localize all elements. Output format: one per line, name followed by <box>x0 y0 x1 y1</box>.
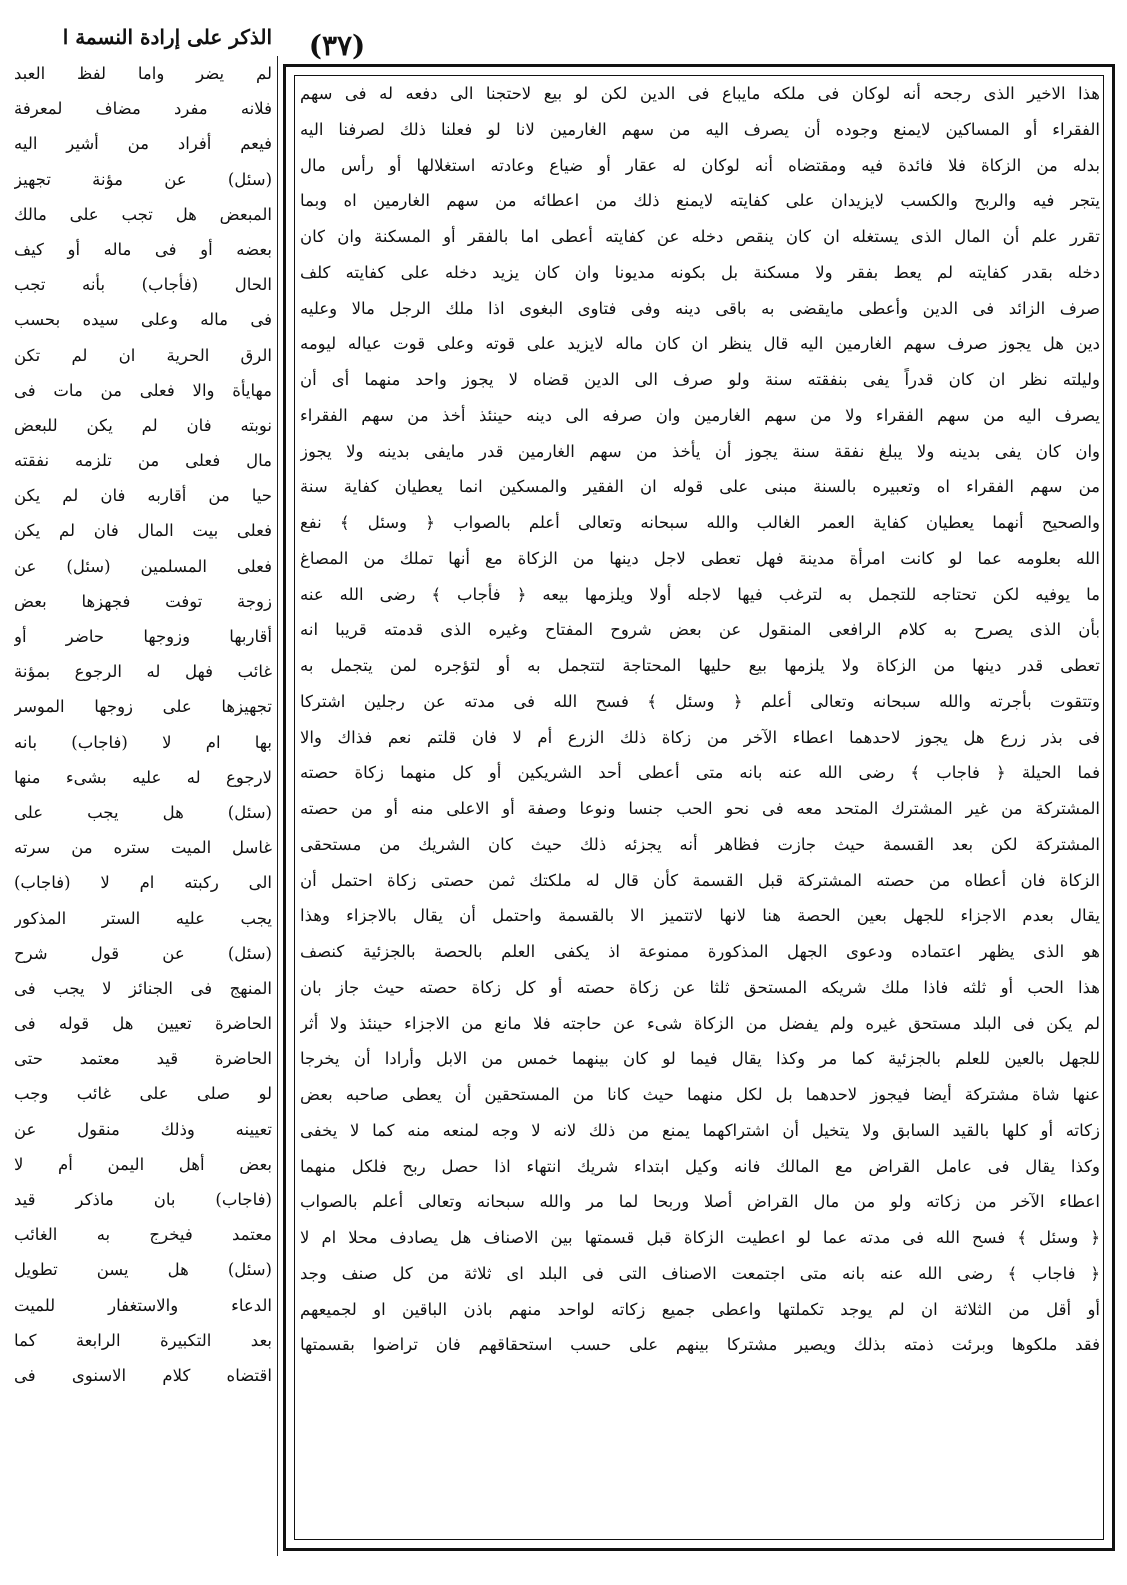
margin-text-line: نوبته فان لم يكن للبعض <box>14 415 272 435</box>
margin-text-line: غائب فهل له الرجوع بمؤنة <box>14 662 272 682</box>
main-text-line: فقد ملكوها وبرئت ذمته بذلك ويصير مشتركا بينهم على حسب استحقاقهم فان تراضوا بقسمتها <box>300 1335 1100 1355</box>
margin-text-line: الحال (فأجاب) بأنه تجب <box>14 275 272 295</box>
main-text-line: الزكاة فان أعطاه من حصته المشتركة قبل القسمة كأن قال له ملكتك ثمن حصتى زكاة احتمل أن <box>300 870 1100 890</box>
main-text-line: تعطى قدر دينها من الزكاة ولا يلزمها بيع حليها المحتاجة لتتجمل به أو لتؤجره لمن يتجمل به <box>300 656 1100 675</box>
margin-text-line: مال فعلى من تلزمه نفقته <box>14 451 272 471</box>
margin-text-line: (سئل) هل يسن تطويل <box>14 1260 272 1280</box>
main-text-line: دين هل يجوز صرف سهم الغارمين اليه قال ينظر ان كان ماله لايزيد على قوته وعلى قوت عياله ليومه <box>300 334 1100 354</box>
margin-text-line: الى ركبته ام لا (فاجاب) <box>14 873 272 893</box>
main-text-line: يتجر فيه والربح والكسب لايزيدان على كفايته لايمنع ذلك من اعطائه من سهم الغارمين اه وبما <box>300 191 1100 211</box>
main-text-line: وكذا يقال فى عامل القراض مع المالك فانه وكيل ابتداء شريك انتهاء اذا حصل ربح فلكل منهما <box>300 1156 1100 1176</box>
margin-text-line: (سئل) هل يجب على <box>14 802 272 822</box>
margin-text-line: الحاضرة قيد معتمد حتى <box>14 1049 272 1069</box>
main-text-line: فما الحيلة ﴿ فاجاب ﴾ رضى الله عنه بانه متى أعطى أحد الشريكين أو كل منهما زكاة حصته <box>300 763 1100 783</box>
margin-text-line: بها ام لا (فاجاب) بانه <box>14 732 272 752</box>
margin-text-line: فيعم أفراد من أشير اليه <box>14 134 272 154</box>
margin-text-line: فعلى بيت المال فان لم يكن <box>14 521 272 541</box>
margin-text-line: المنهج فى الجنائز لا يجب فى <box>14 978 272 998</box>
margin-text-line: فعلى المسلمين (سئل) عن <box>14 556 272 576</box>
main-text-line: الفقراء أو المساكين لايمنع وجوده أن يصرف اليه من سهم الغارمين لانا لو فعلنا ذلك لصرفنا اليه <box>300 119 1100 139</box>
margin-text-line: يجب عليه الستر المذكور <box>14 908 272 928</box>
margin-text-line: أقاربها وزوجها حاضر أو <box>14 627 272 646</box>
margin-text-line: اقتضاه كلام الاسنوى فى <box>14 1365 272 1385</box>
main-text-line: عنها شاة مشتركة أيضا فيجوز لاحدهما بل لكل منهما حيث كانا من المستحقين أن يعطى صاحبه بعض <box>300 1085 1100 1104</box>
margin-header: الذكر على إرادة النسمة ا <box>62 25 272 49</box>
main-text-column <box>300 76 1100 1541</box>
main-text-line: يقال بعدم الاجزاء للجهل بعين الحصة هنا لانها لاتتميز الا بالقسمة واحتمل أن يقال بالاجزاء وهذا <box>300 906 1100 926</box>
margin-text-line: غاسل الميت ستره من سرته <box>14 838 272 858</box>
main-text-line: وان كان يفى بدينه ولا يبلغ نفقة سنة يجوز أن يأخذ من سهم الغارمين قدر مايفى بدينه ولا يجوز <box>300 441 1100 461</box>
margin-text-line: حيا من أقاربه فان لم يكن <box>14 486 272 506</box>
main-text-line: بدله من الزكاة فلا فائدة فيه ومقتضاه أنه لوكان له عقار أو ضياع وعادته استغلالها أو رأس مال <box>300 155 1100 175</box>
main-text-line: للجهل بالعين للعلم بالجزئية كما مر وكذا يقال فيما لو كان بينهما خمس من الابل وأرادا أن يخرجا <box>300 1049 1100 1069</box>
margin-text-line: معتمد فيخرج به الغائب <box>14 1225 272 1245</box>
margin-text-line: لم يضر واما لفظ العبد <box>14 64 272 83</box>
margin-text-line: (سئل) عن مؤنة تجهيز <box>14 169 272 189</box>
main-text-line: هو الذى يظهر اعتماده ودعوى الجهل المذكورة ممنوعة اذ يكفى العلم بالحصة بالجزئية كنصف <box>300 942 1100 961</box>
margin-text-line: فلانه مفرد مضاف لمعرفة <box>14 99 272 119</box>
main-text-line: وتتقوت بأجرته والله سبحانه وتعالى أعلم ﴿ وسئل ﴾ فسح الله فى مدته عن رجلين اشتركا <box>300 691 1100 711</box>
margin-text-line: مهايأة والا فعلى من مات فى <box>14 380 272 400</box>
margin-text-line: (سئل) عن قول شرح <box>14 943 272 963</box>
main-text-line: بأن الذى يصرح به كلام الرافعى المنقول عن بعض شروح المفتاح وغيره الذى قدمته قريبا انه <box>300 620 1100 640</box>
main-text-line: دخله بقدر كفايته لم يعط بفقر ولا مسكنة بل بكونه مديونا وان كان يزيد دخله على كفايته كلف <box>300 262 1100 282</box>
main-text-line: اعطاء الآخر من زكاته ولو من مال القراض أصلا وربحا لما مر والله سبحانه وتعالى أعلم بالصواب <box>300 1192 1100 1212</box>
margin-text-line: تعيينه وذلك منقول عن <box>14 1119 272 1139</box>
main-text-line: من سهم الفقراء اه وتعبيره بالسنة مبنى على قوله ان الفقير والمسكين انما يعطيان كفاية سنة <box>300 477 1100 497</box>
margin-text-line: المبعض هل تجب على مالك <box>14 204 272 224</box>
margin-column <box>14 56 272 1556</box>
main-text-line: هذا الاخير الذى رجحه أنه لوكان فى ملكه مايباع فى الدين لكن لو بيع لاحتجنا الى دفعه له فى سهم <box>300 84 1100 103</box>
main-text-line: هذا الحب أو ثلثه فاذا ملك شريكه المستحق ثلثا عن زكاة حصته أو كل زكاة حصته حيث جاز بان <box>300 977 1100 997</box>
margin-text-line: بعد التكبيرة الرابعة كما <box>14 1330 272 1350</box>
main-text-line: أو أقل من الثلاثة ان لم يوجد تكملتها واعطى جميع زكاته لواحد منهم باذن الباقين او لجميعهم <box>300 1299 1100 1319</box>
main-text-line: ما يوفيه لكن تحتاجه للتجمل به لترغب فيها لاجله أولا ويلزمها بيعه ﴿ فأجاب ﴾ رضى الله عنه <box>300 584 1100 604</box>
main-text-line: يصرف اليه من سهم الفقراء ولا من سهم الغارمين وان صرفه الى دينه حينئذ أخذ من سهم الفقراء <box>300 405 1100 425</box>
margin-text-line: (فاجاب) بان ماذكر قيد <box>14 1190 272 1209</box>
margin-text-line: الحاضرة تعيين هل قوله فى <box>14 1014 272 1034</box>
main-text-line: ﴿ وسئل ﴾ فسح الله فى مدته عما لو اعطيت الزكاة قبل قسمتها بين الاصناف هل يصادف محلا ام لا <box>300 1228 1100 1247</box>
column-divider <box>277 56 278 1556</box>
margin-text-line: الدعاء والاستغفار للميت <box>14 1295 272 1315</box>
main-text-line: الله بعلومه عما لو كانت امرأة مدينة فهل تعطى لاجل دينها من الزكاة مع أنها تملك من المصاغ <box>300 548 1100 568</box>
main-text-line: زكاته أو كلها بالقيد السابق ولا يتخيل أن اشتراكهما يمنع من ذلك لانه لا وجه لمنعه منه كما لا يخفى <box>300 1120 1100 1140</box>
main-text-line: لم يكن فى البلد مستحق غيره ولم يفضل من الزكاة شىء عن حاجته فلا مانع من الاجزاء حينئذ ولا أثر <box>300 1013 1100 1033</box>
main-text-line: تقرر علم أن المال الذى يستغله ان كان ينقص دخله عن كفايته أعطى اما بالفقر أو المسكنة وان كان <box>300 227 1100 246</box>
page-number: (٣٧) <box>308 29 366 62</box>
margin-text-line: تجهيزها على زوجها الموسر <box>14 697 272 717</box>
main-text-line: وليلته نظر ان كان قدراً يفى بنفقته سنة ولو صرف الى الدين قضاه لا يجوز واحد منهما أى أن <box>300 370 1100 389</box>
main-text-line: صرف الزائد فى الدين وأعطى مايقضى به باقى دينه وفى فتاوى البغوى اذا ملك الرجل مالا وعليه <box>300 298 1100 318</box>
margin-text-line: لارجوع له عليه بشىء منها <box>14 767 272 787</box>
margin-text-line: زوجة توفت فجهزها بعض <box>14 591 272 611</box>
main-text-line: المشتركة لكن بعد القسمة حيث جازت فظاهر أنه يجزئه ذلك حيث كان الشريك من مستحقى <box>300 834 1100 854</box>
margin-text-line: لو صلى على غائب وجب <box>14 1084 272 1104</box>
margin-text-line: بعضه أو فى ماله أو كيف <box>14 239 272 259</box>
main-text-line: فى بذر زرع هل يجوز لاحدهما اعطاء الآخر من زكاة ذلك الزرع أم لا فان قلتم نعم فذاك والا <box>300 727 1100 747</box>
margin-text-line: الرق الحرية ان لم تكن <box>14 345 272 365</box>
main-text-line: ﴿ فاجاب ﴾ رضى الله عنه بانه متى اجتمعت الاصناف التى فى البلد اى ثلاثة من كل صنف وجد <box>300 1263 1100 1283</box>
margin-text-line: فى ماله وعلى سيده بحسب <box>14 310 272 330</box>
main-text-line: المشتركة من غير المشترك المتحد معه فى نحو الحب جنسا ونوعا وصفة أو الاعلى منه أو من حصته <box>300 799 1100 818</box>
main-text-line: والصحيح أنهما يعطيان كفاية العمر الغالب والله سبحانه وتعالى أعلم بالصواب ﴿ وسئل ﴾ نفع <box>300 513 1100 532</box>
margin-text-line: بعض أهل اليمن أم لا <box>14 1154 272 1174</box>
